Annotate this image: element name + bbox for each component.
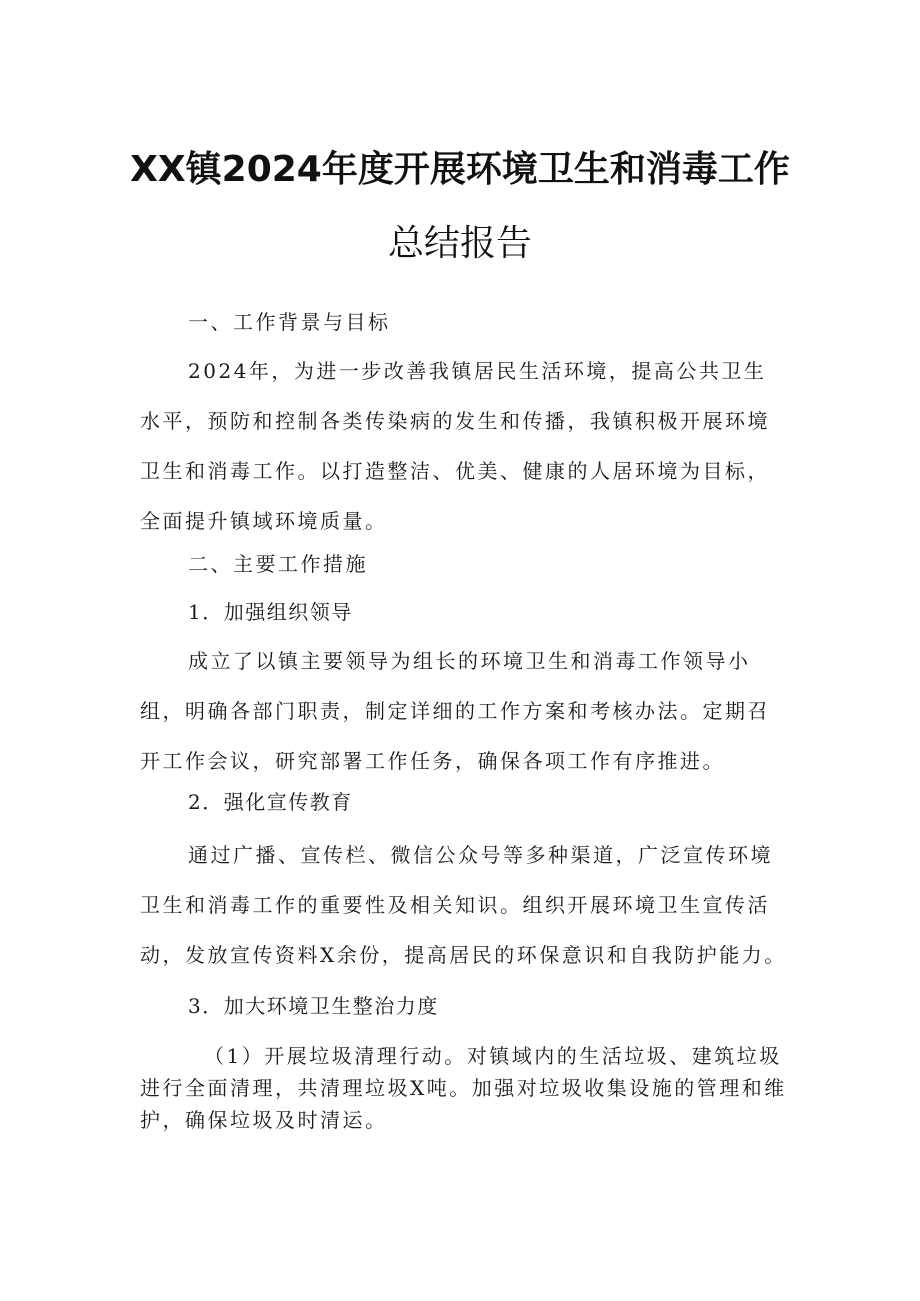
document-title-line2: 总结报告 (387, 223, 532, 264)
item1-paragraph: 成立了以镇主要领导为组长的环境卫生和消毒工作领导小组，明确各部门职责，制定详细的工作方案和考核办法。定期召开工作会议，研究部署工作任务，确保各项工作有序推进。 (140, 649, 770, 773)
item2-heading: 2．强化宣传教育 (188, 790, 353, 814)
item2-paragraph: 通过广播、宣传栏、微信公众号等多种渠道，广泛宣传环境卫生和消毒工作的重要性及相关知识。组织开展环境卫生宣传活动，发放宣传资料X余份，提高居民的环保意识和自我防护能力。 (140, 843, 787, 967)
section2-heading: 二、主要工作措施 (188, 552, 368, 576)
document-title-line1: XX镇2024年度开展环境卫生和消毒工作 (130, 149, 790, 190)
section1-heading: 一、工作背景与目标 (188, 310, 391, 334)
section1-paragraph: 2024年，为进一步改善我镇居民生活环境，提高公共卫生水平，预防和控制各类传染病的发生和传播，我镇积极开展环境卫生和消毒工作。以打造整洁、优美、健康的人居环境为目标，全面提升镇域环境质量。 (140, 359, 770, 533)
item3-heading: 3．加大环境卫生整治力度 (188, 994, 439, 1018)
item3-sub1-paragraph: （1）开展垃圾清理行动。对镇域内的生活垃圾、建筑垃圾进行全面清理，共清理垃圾X吨。加强对垃圾收集设施的管理和维护，确保垃圾及时清运。 (140, 1044, 787, 1132)
item1-heading: 1．加强组织领导 (188, 600, 353, 624)
